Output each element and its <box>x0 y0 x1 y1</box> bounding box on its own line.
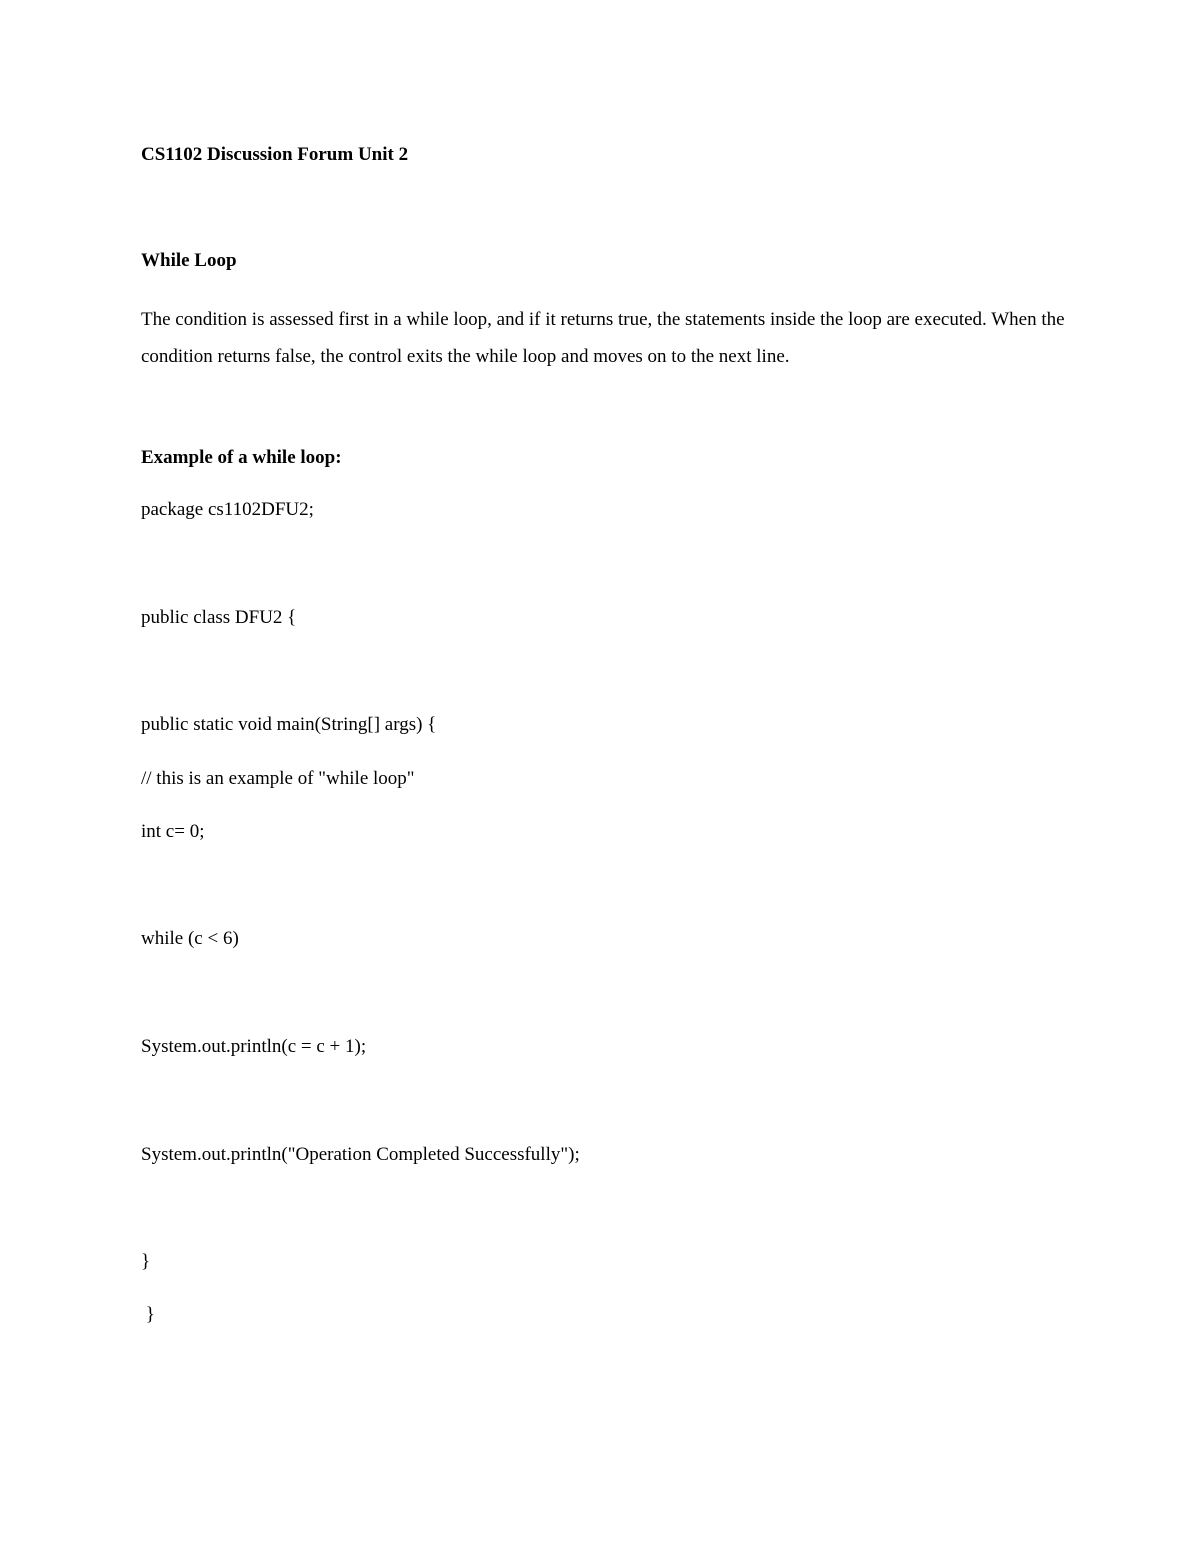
code-line-package: package cs1102DFU2; <box>141 499 314 520</box>
body-paragraph: The condition is assessed first in a while loop, and if it returns true, the statements inside the loop are executed. When the condition returns false, the control exits the while loop and moves on to the next line. <box>141 309 1065 367</box>
code-line-print-done: System.out.println("Operation Completed Successfully"); <box>141 1144 580 1165</box>
code-line-main: public static void main(String[] args) { <box>141 714 437 735</box>
example-heading: Example of a while loop: <box>141 447 342 468</box>
code-line-init: int c= 0; <box>141 821 205 842</box>
section-heading-while-loop: While Loop <box>141 250 237 271</box>
code-line-close-main: } <box>141 1251 151 1272</box>
code-line-close-class: } <box>141 1304 155 1325</box>
document-title: CS1102 Discussion Forum Unit 2 <box>141 144 409 165</box>
code-line-class: public class DFU2 { <box>141 607 297 628</box>
code-line-print-increment: System.out.println(c = c + 1); <box>141 1036 367 1057</box>
code-line-while: while (c < 6) <box>141 928 239 949</box>
code-line-comment: // this is an example of "while loop" <box>141 768 415 789</box>
